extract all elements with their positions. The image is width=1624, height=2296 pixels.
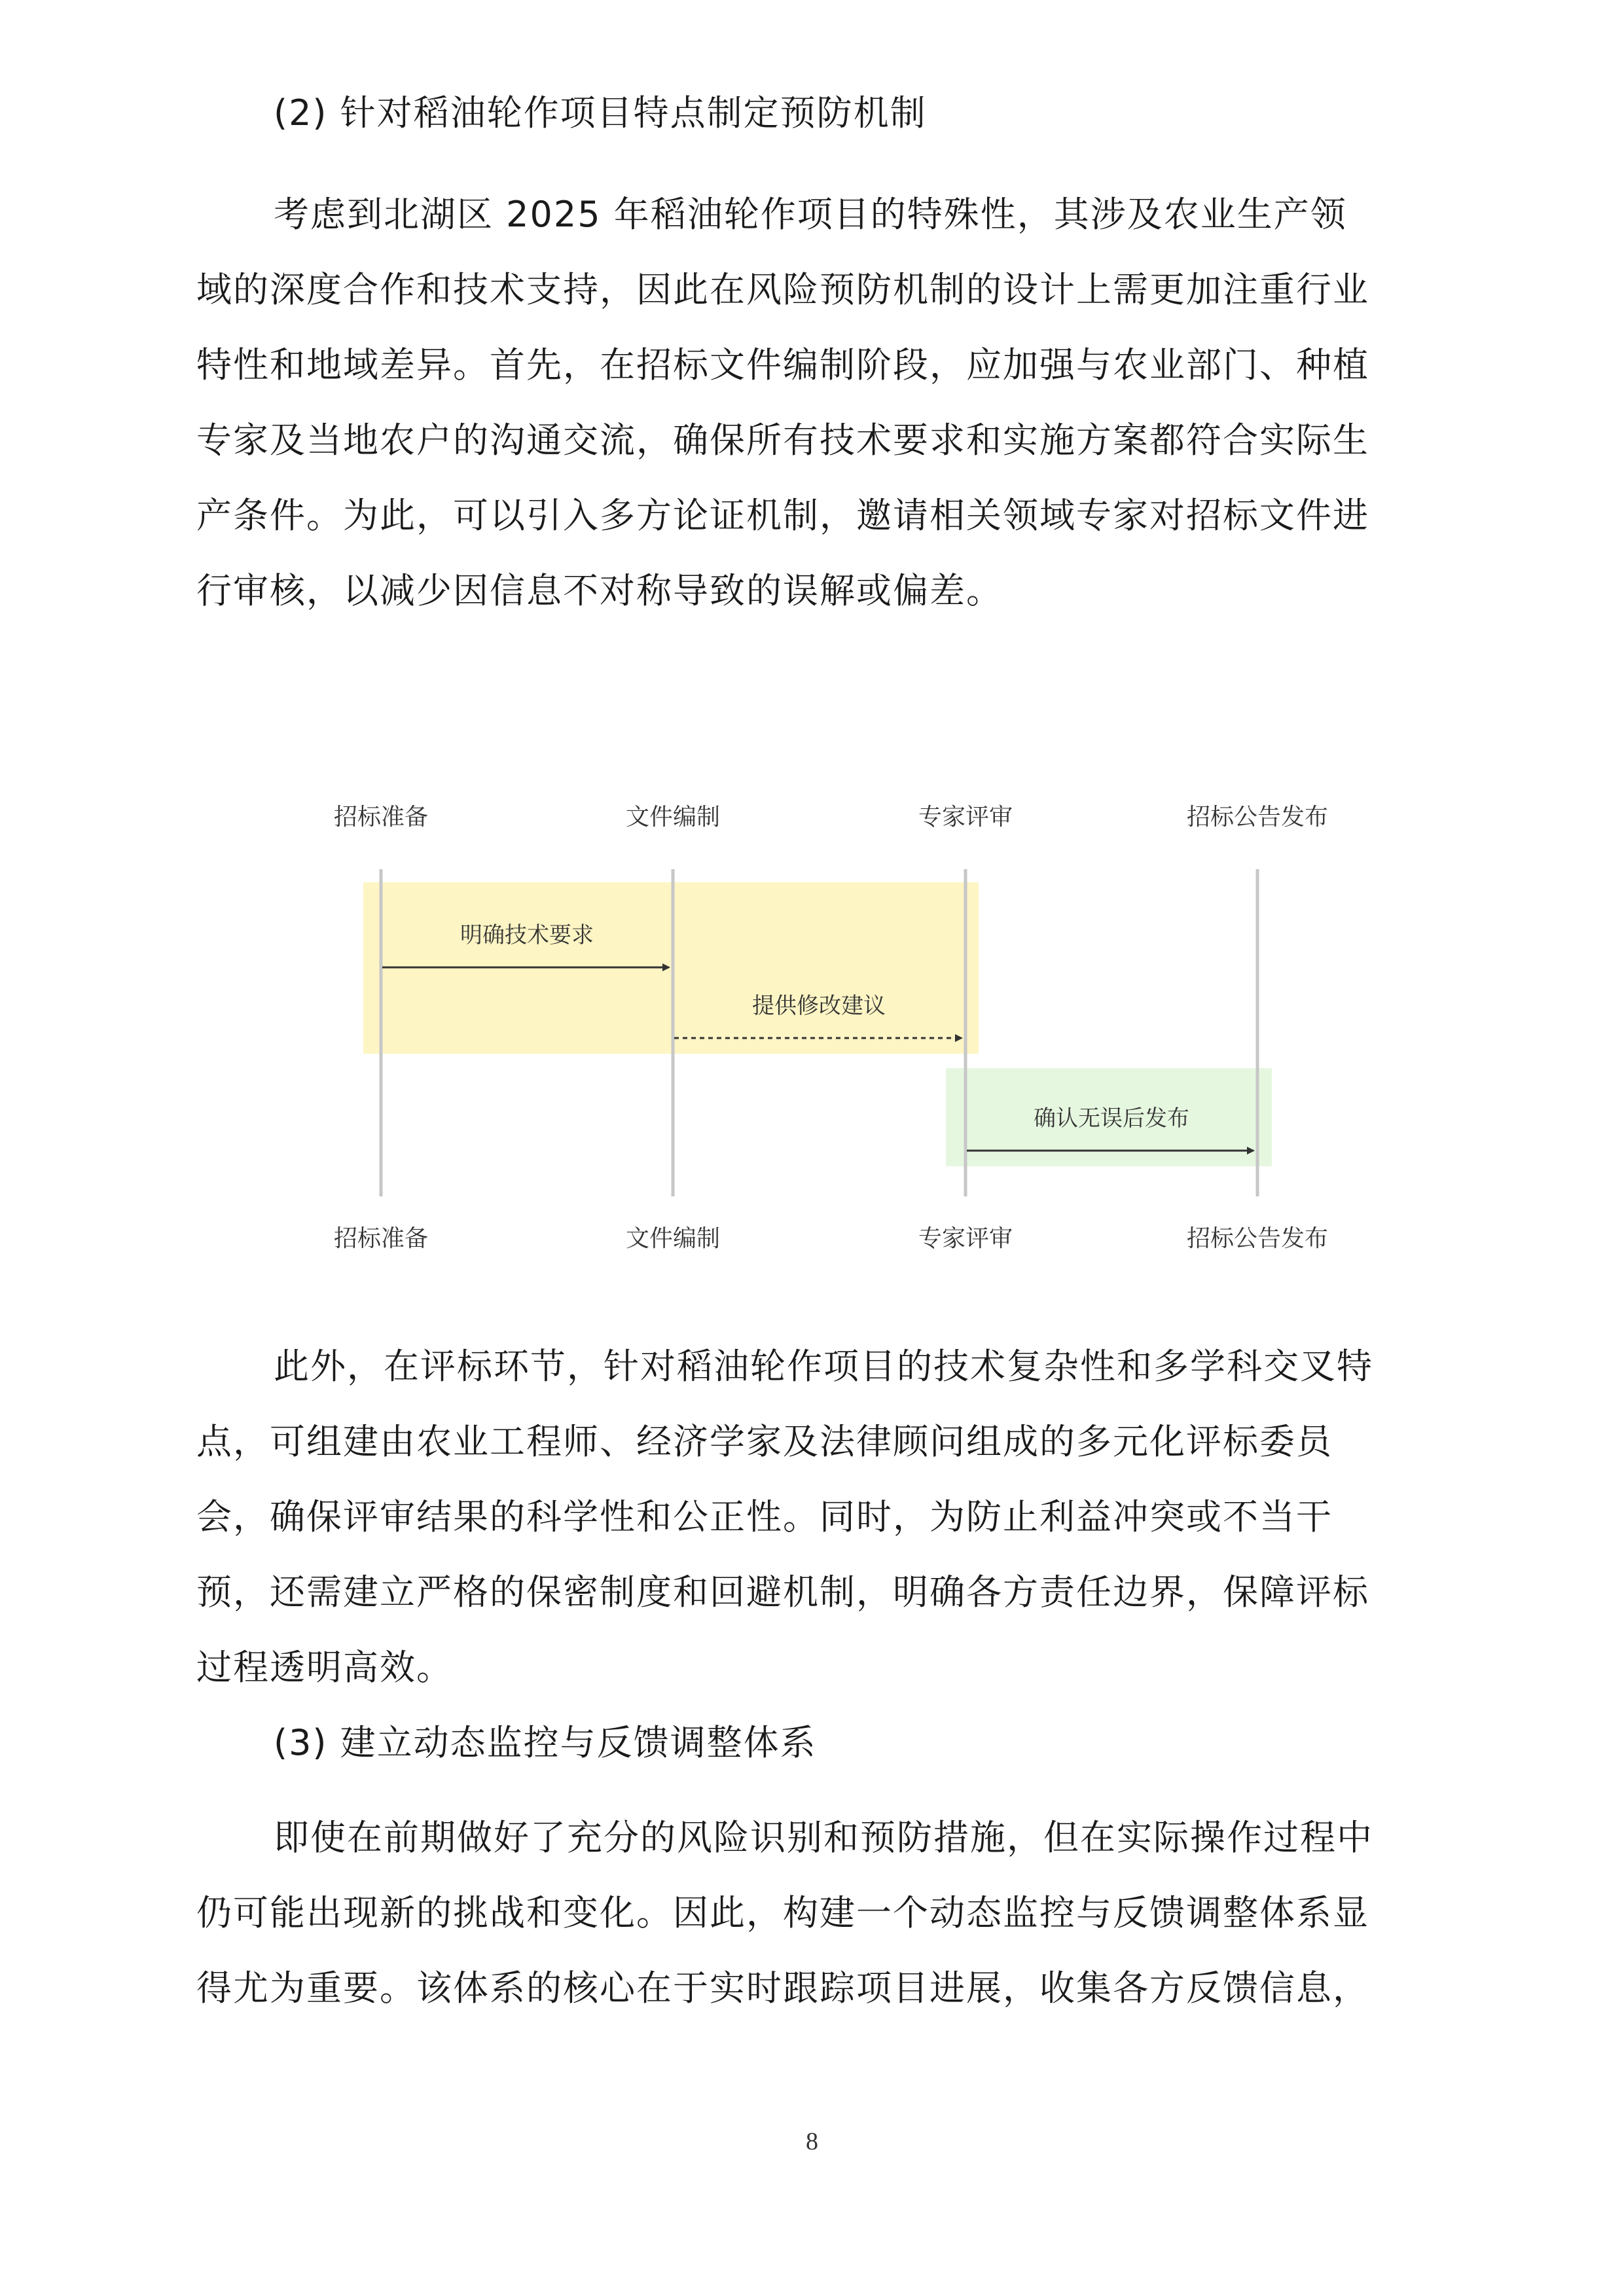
- paragraph-line: 会，确保评审结果的科学性和公正性。同时，为防止利益冲突或不当干: [196, 1496, 1333, 1537]
- participant-label-bottom: 招标公告发布: [1186, 1225, 1329, 1252]
- page-number: 8: [806, 2128, 818, 2155]
- participant-label-top: 专家评审: [918, 804, 1013, 831]
- participant-label-bottom: 文件编制: [625, 1225, 721, 1252]
- section-heading: (2) 针对稻油轮作项目特点制定预防机制: [274, 92, 927, 134]
- paragraph-line: 即使在前期做好了充分的风险识别和预防措施，但在实际操作过程中: [274, 1817, 1373, 1858]
- paragraph-line: 行审核，以减少因信息不对称导致的误解或偏差。: [196, 570, 1003, 611]
- paragraph-line: 特性和地域差异。首先，在招标文件编制阶段，应加强与农业部门、种植: [196, 344, 1369, 386]
- participant-label-top: 招标准备: [333, 804, 429, 831]
- participant-label-bottom: 招标准备: [333, 1225, 429, 1252]
- participant-label-top: 文件编制: [625, 804, 721, 831]
- paragraph-line: 预，还需建立严格的保密制度和回避机制，明确各方责任边界，保障评标: [196, 1571, 1369, 1613]
- paragraph-line: 过程透明高效。: [196, 1647, 453, 1688]
- message-label: 明确技术要求: [460, 922, 594, 948]
- paragraph-line: 点，可组建由农业工程师、经济学家及法律顾问组成的多元化评标委员: [196, 1421, 1333, 1462]
- paragraph-line: 专家及当地农户的沟通交流，确保所有技术要求和实施方案都符合实际生: [196, 420, 1369, 461]
- sequence-diagram: [327, 785, 1348, 1283]
- section-heading: (3) 建立动态监控与反馈调整体系: [274, 1722, 817, 1763]
- paragraph-line: 仍可能出现新的挑战和变化。因此，构建一个动态监控与反馈调整体系显: [196, 1892, 1369, 1933]
- participant-label-bottom: 专家评审: [918, 1225, 1013, 1252]
- message-label: 提供修改建议: [752, 993, 886, 1019]
- participant-label-top: 招标公告发布: [1186, 804, 1329, 831]
- paragraph-line: 此外，在评标环节，针对稻油轮作项目的技术复杂性和多学科交叉特: [274, 1346, 1373, 1387]
- paragraph-line: 得尤为重要。该体系的核心在于实时跟踪项目进展，收集各方反馈信息，: [196, 1967, 1369, 2009]
- paragraph-line: 产条件。为此，可以引入多方论证机制，邀请相关领域专家对招标文件进: [196, 495, 1369, 536]
- paragraph-line: 考虑到北湖区 2025 年稻油轮作项目的特殊性，其涉及农业生产领: [274, 194, 1347, 235]
- message-label: 确认无误后发布: [1034, 1105, 1189, 1132]
- paragraph-line: 域的深度合作和技术支持，因此在风险预防机制的设计上需更加注重行业: [196, 269, 1369, 310]
